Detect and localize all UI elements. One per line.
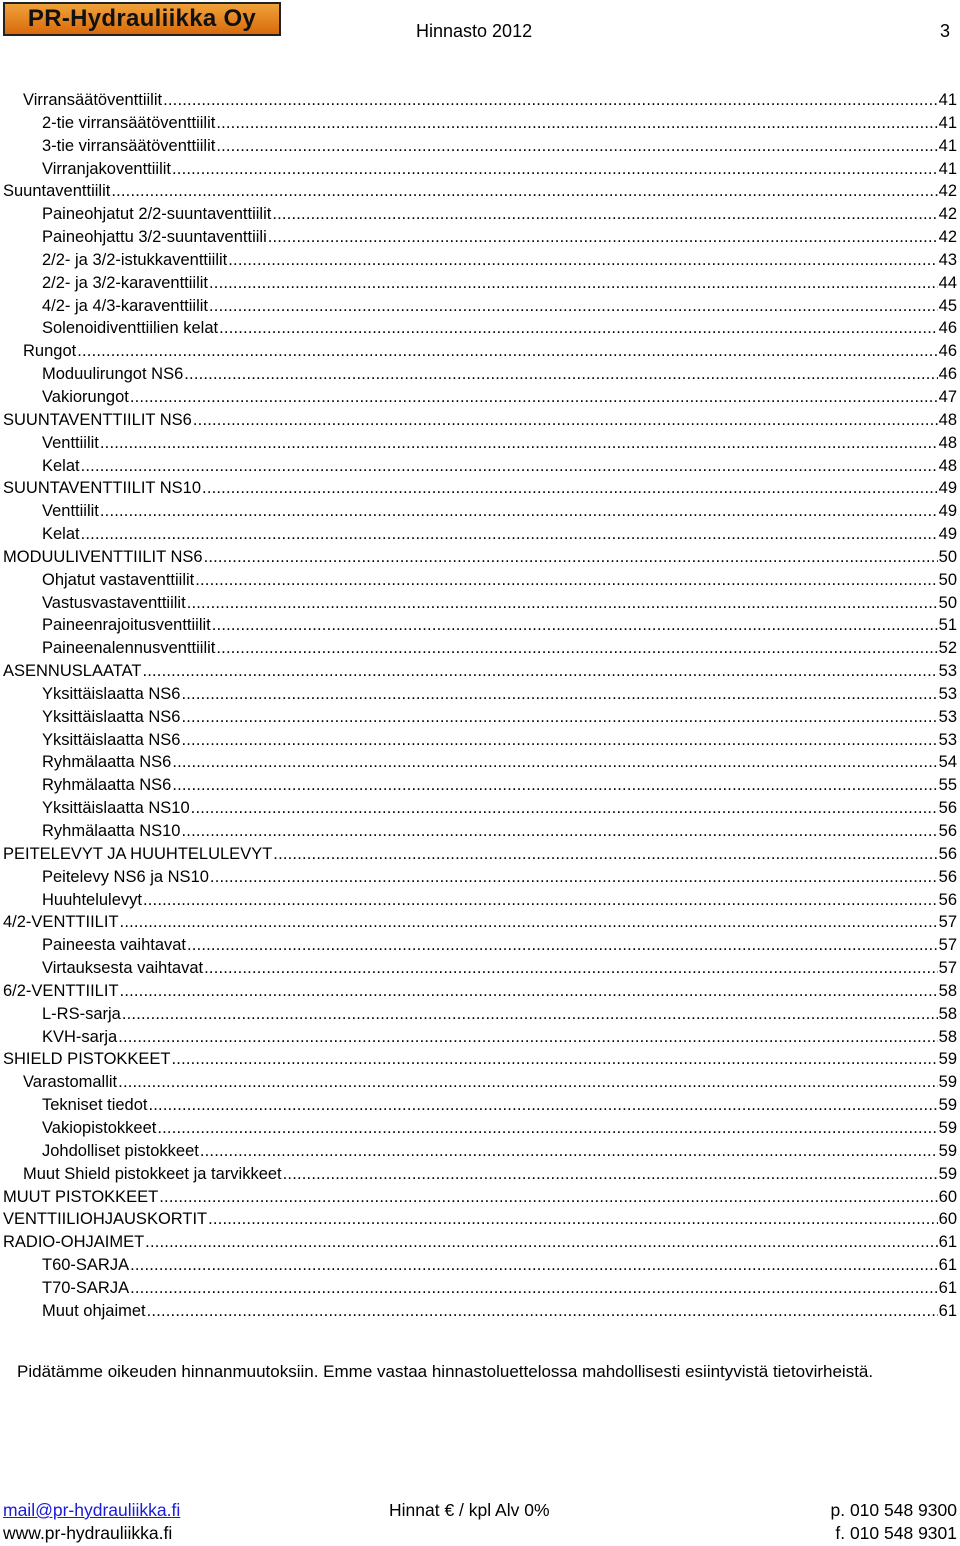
toc-entry[interactable] — [3, 911, 957, 934]
toc-entry[interactable] — [3, 1231, 957, 1254]
toc-dot-leader — [208, 1208, 938, 1231]
toc-entry-page: 58 — [938, 981, 957, 1000]
page-number: 3 — [939, 21, 950, 41]
toc-entry-title: Ryhmälaatta NS6 — [42, 753, 172, 772]
toc-entry-page: 56 — [938, 844, 957, 863]
toc-entry[interactable] — [3, 774, 957, 797]
toc-entry[interactable] — [3, 455, 957, 478]
toc-entry-title: ASENNUSLAATAT — [3, 662, 142, 681]
toc-dot-leader — [204, 957, 938, 980]
toc-entry[interactable] — [3, 614, 957, 637]
toc-dot-leader — [210, 866, 938, 889]
toc-entry-title: Paineesta vaihtavat — [42, 936, 187, 955]
toc-dot-leader — [130, 386, 938, 409]
toc-entry[interactable] — [3, 957, 957, 980]
toc-entry-title: L-RS-sarja — [42, 1004, 121, 1023]
toc-entry-page: 56 — [938, 867, 957, 886]
toc-entry-page: 55 — [938, 776, 957, 795]
toc-entry-title: SUUNTAVENTTIILIT NS6 — [3, 410, 192, 429]
toc-dot-leader — [202, 477, 938, 500]
toc-entry-page: 56 — [938, 890, 957, 909]
toc-entry-page: 61 — [938, 1256, 957, 1275]
toc-entry[interactable] — [3, 1140, 957, 1163]
toc-entry-title: PEITELEVYT JA HUUHTELULEVYT — [3, 844, 273, 863]
toc-entry-page: 56 — [938, 799, 957, 818]
toc-entry-title: 2-tie virransäätöventtiilit — [42, 113, 216, 132]
toc-entry[interactable] — [3, 89, 957, 112]
toc-entry[interactable] — [3, 409, 957, 432]
toc-entry-page: 41 — [938, 136, 957, 155]
toc-entry[interactable] — [3, 1277, 957, 1300]
toc-entry[interactable] — [3, 866, 957, 889]
toc-entry-title: Solenoidiventtiilien kelat — [42, 319, 219, 338]
toc-entry-page: 47 — [938, 387, 957, 406]
toc-entry-title: Venttiilit — [42, 433, 99, 452]
toc-entry-title: Varastomallit — [23, 1073, 118, 1092]
toc-dot-leader — [81, 523, 938, 546]
toc-entry-page: 53 — [938, 707, 957, 726]
toc-entry-title: Yksittäislaatta NS6 — [42, 707, 181, 726]
toc-entry-title: Peitelevy NS6 ja NS10 — [42, 867, 209, 886]
toc-entry-title: Ohjatut vastaventtiilit — [42, 570, 195, 589]
toc-entry-page: 57 — [938, 936, 957, 955]
toc-entry[interactable] — [3, 1003, 957, 1026]
toc-entry-page: 59 — [938, 1073, 957, 1092]
toc-dot-leader — [272, 203, 937, 226]
toc-entry[interactable] — [3, 363, 957, 386]
toc-entry-page: 41 — [938, 113, 957, 132]
toc-entry-page: 53 — [938, 684, 957, 703]
toc-entry-title: Yksittäislaatta NS6 — [42, 730, 181, 749]
toc-entry-page: 45 — [938, 296, 957, 315]
toc-entry[interactable] — [3, 1208, 957, 1231]
toc-entry[interactable] — [3, 1117, 957, 1140]
toc-entry-title: Yksittäislaatta NS6 — [42, 684, 181, 703]
logo-text: PR-Hydrauliikka Oy — [27, 5, 257, 32]
toc-dot-leader — [268, 226, 938, 249]
toc-entry[interactable] — [3, 180, 957, 203]
toc-entry-page: 61 — [938, 1278, 957, 1297]
toc-dot-leader — [120, 911, 938, 934]
toc-entry-title: Paineohjattu 3/2-suuntaventtiili — [42, 228, 267, 247]
toc-entry-page: 46 — [938, 319, 957, 338]
toc-entry-title: Paineenalennusventtiilit — [42, 639, 216, 658]
toc-entry-title: Rungot — [23, 342, 77, 361]
toc-entry-page: 56 — [938, 822, 957, 840]
toc-entry-page: 46 — [938, 365, 957, 384]
toc-entry[interactable] — [3, 660, 957, 683]
toc-entry-page: 61 — [938, 1233, 957, 1252]
company-logo — [3, 2, 281, 36]
toc-entry[interactable] — [3, 500, 957, 523]
toc-entry[interactable] — [3, 843, 957, 866]
toc-dot-leader — [181, 683, 937, 706]
toc-entry-page: 50 — [938, 547, 957, 566]
toc-entry-title: Suuntaventtiilit — [3, 182, 111, 201]
toc-entry-title: Vakiopistokkeet — [42, 1118, 157, 1137]
toc-entry-title: Vakiorungot — [42, 387, 129, 406]
toc-dot-leader — [81, 455, 938, 478]
toc-dot-leader — [172, 158, 938, 181]
toc-dot-leader — [157, 1117, 937, 1140]
toc-dot-leader — [216, 112, 937, 135]
toc-entry[interactable] — [3, 934, 957, 957]
toc-dot-leader — [209, 272, 938, 295]
toc-entry[interactable] — [3, 1300, 957, 1323]
toc-entry-title: RADIO-OHJAIMET — [3, 1233, 145, 1252]
toc-entry-title: SUUNTAVENTTIILIT NS10 — [3, 479, 202, 498]
toc-dot-leader — [143, 889, 938, 912]
toc-entry-title: Yksittäislaatta NS10 — [42, 799, 190, 818]
toc-entry-page: 59 — [938, 1050, 957, 1069]
toc-entry-title: MUUT PISTOKKEET — [3, 1187, 159, 1206]
toc-dot-leader — [130, 1277, 938, 1300]
toc-dot-leader — [120, 980, 938, 1003]
toc-dot-leader — [193, 409, 938, 432]
toc-dot-leader — [145, 1231, 937, 1254]
toc-dot-leader — [118, 1071, 937, 1094]
toc-dot-leader — [200, 1140, 938, 1163]
toc-entry[interactable] — [3, 1026, 957, 1049]
toc-entry-page: 58 — [938, 1027, 957, 1046]
toc-entry-title: MODUULIVENTTIILIT NS6 — [3, 547, 203, 566]
toc-entry[interactable] — [3, 729, 957, 752]
disclaimer-notice: Pidätämme oikeuden hinnanmuutoksiin. Emme vastaa hinnastoluettelossa mahdollisesti esiintyvistä tietovirheistä. — [17, 1362, 874, 1381]
toc-entry[interactable] — [3, 135, 957, 158]
toc-entry-title: SHIELD PISTOKKEET — [3, 1050, 171, 1069]
toc-entry-title: 4/2- ja 4/3-karaventtiilit — [42, 296, 208, 315]
toc-dot-leader — [181, 706, 937, 729]
toc-entry[interactable] — [3, 751, 957, 774]
website-text: www.pr-hydrauliikka.fi — [3, 1523, 173, 1543]
toc-entry-page: 49 — [938, 525, 957, 544]
toc-entry[interactable] — [3, 592, 957, 615]
toc-entry[interactable] — [3, 432, 957, 455]
toc-entry[interactable] — [3, 340, 957, 363]
toc-entry[interactable] — [3, 477, 957, 500]
toc-entry-title: 3-tie virransäätöventtiilit — [42, 136, 216, 155]
toc-entry-title: KVH-sarja — [42, 1027, 118, 1046]
toc-entry-title: Virransäätöventtiilit — [23, 91, 163, 109]
toc-dot-leader — [100, 500, 938, 523]
toc-entry-title: Huuhtelulevyt — [42, 890, 142, 909]
toc-entry-page: 59 — [938, 1118, 957, 1137]
toc-entry[interactable] — [3, 569, 957, 592]
toc-dot-leader — [172, 751, 937, 774]
toc-dot-leader — [142, 660, 937, 683]
fax-number: f. 010 548 9301 — [835, 1523, 957, 1543]
toc-entry[interactable] — [3, 706, 957, 729]
toc-dot-leader — [212, 614, 938, 637]
toc-entry[interactable] — [3, 889, 957, 912]
toc-entry-page: 53 — [938, 662, 957, 681]
toc-entry-title: Virranjakoventtiilit — [42, 159, 172, 178]
table-of-contents — [3, 89, 957, 1323]
toc-entry[interactable] — [3, 683, 957, 706]
toc-dot-leader — [187, 934, 938, 957]
toc-entry-page: 61 — [938, 1301, 957, 1320]
toc-entry-title: Kelat — [42, 525, 80, 544]
toc-entry[interactable] — [3, 317, 957, 340]
toc-entry[interactable] — [3, 1186, 957, 1209]
toc-entry[interactable] — [3, 249, 957, 272]
toc-entry-title: Muut ohjaimet — [42, 1301, 146, 1320]
toc-entry[interactable] — [3, 295, 957, 318]
toc-entry-page: 59 — [938, 1141, 957, 1160]
toc-dot-leader — [172, 774, 937, 797]
toc-dot-leader — [187, 592, 938, 615]
toc-dot-leader — [118, 1026, 937, 1049]
toc-entry-page: 48 — [938, 410, 957, 429]
toc-entry-page: 59 — [938, 1164, 957, 1183]
toc-entry-page: 42 — [938, 182, 957, 201]
toc-entry-title: 6/2-VENTTIILIT — [3, 981, 119, 1000]
toc-dot-leader — [77, 340, 937, 363]
toc-dot-leader — [100, 432, 938, 455]
toc-entry-page: 53 — [938, 730, 957, 749]
toc-entry[interactable] — [3, 226, 957, 249]
toc-entry-title: 2/2- ja 3/2-istukkaventtiilit — [42, 250, 228, 269]
toc-entry[interactable] — [3, 546, 957, 569]
toc-entry-title: Kelat — [42, 456, 80, 475]
toc-entry-title: Johdolliset pistokkeet — [42, 1141, 199, 1160]
toc-dot-leader — [181, 729, 937, 752]
toc-dot-leader — [216, 135, 937, 158]
toc-entry[interactable] — [3, 637, 957, 660]
toc-dot-leader — [204, 546, 938, 569]
toc-entry-page: 54 — [938, 753, 957, 772]
toc-dot-leader — [163, 89, 938, 112]
toc-dot-leader — [191, 797, 938, 820]
toc-entry-title: Ryhmälaatta NS10 — [42, 822, 181, 840]
toc-entry-page: 42 — [938, 228, 957, 247]
toc-entry[interactable] — [3, 386, 957, 409]
toc-entry[interactable] — [3, 158, 957, 181]
toc-entry-page: 48 — [938, 433, 957, 452]
toc-entry-title: Tekniset tiedot — [42, 1096, 148, 1115]
toc-entry-page: 58 — [938, 1004, 957, 1023]
toc-entry-page: 57 — [938, 913, 957, 932]
toc-entry-title: Vastusvastaventtiilit — [42, 593, 186, 612]
toc-entry-page: 57 — [938, 959, 957, 978]
toc-dot-leader — [228, 249, 937, 272]
toc-entry-page: 59 — [938, 1096, 957, 1115]
toc-dot-leader — [111, 180, 937, 203]
toc-entry-title: Ryhmälaatta NS6 — [42, 776, 172, 795]
toc-dot-leader — [184, 363, 937, 386]
price-note: Hinnat € / kpl Alv 0% — [389, 1500, 550, 1520]
toc-dot-leader — [209, 295, 938, 318]
toc-entry[interactable] — [3, 797, 957, 820]
toc-entry[interactable] — [3, 980, 957, 1003]
toc-entry[interactable] — [3, 272, 957, 295]
toc-entry-page: 50 — [938, 570, 957, 589]
toc-entry[interactable] — [3, 820, 957, 843]
toc-entry-page: 60 — [938, 1210, 957, 1229]
toc-entry[interactable] — [3, 1071, 957, 1094]
toc-entry-title: 2/2- ja 3/2-karaventtiilit — [42, 273, 208, 292]
toc-dot-leader — [273, 843, 937, 866]
toc-entry-page: 51 — [938, 616, 957, 635]
toc-entry-title: Venttiilit — [42, 502, 99, 521]
document-title: Hinnasto 2012 — [416, 21, 533, 41]
toc-entry-page: 46 — [938, 342, 957, 361]
toc-entry[interactable] — [3, 112, 957, 135]
toc-entry-page: 41 — [938, 159, 957, 178]
toc-dot-leader — [195, 569, 937, 592]
toc-entry[interactable] — [3, 1163, 957, 1186]
toc-entry-title: Paineohjatut 2/2-suuntaventtiilit — [42, 205, 272, 224]
toc-entry-title: T70-SARJA — [42, 1278, 130, 1297]
toc-dot-leader — [130, 1254, 938, 1277]
toc-dot-leader — [122, 1003, 938, 1026]
toc-entry[interactable] — [3, 1254, 957, 1277]
toc-dot-leader — [216, 637, 937, 660]
toc-entry[interactable] — [3, 1048, 957, 1071]
toc-dot-leader — [182, 820, 938, 843]
toc-entry-page: 44 — [938, 273, 957, 292]
toc-dot-leader — [219, 317, 938, 340]
toc-dot-leader — [172, 1048, 938, 1071]
email-link[interactable]: mail@pr-hydrauliikka.fi — [3, 1500, 181, 1520]
toc-entry-title: Moduulirungot NS6 — [42, 365, 184, 384]
toc-entry-title: Paineenrajoitusventtiilit — [42, 616, 211, 635]
toc-entry-title: Muut Shield pistokkeet ja tarvikkeet — [23, 1164, 282, 1183]
toc-entry-page: 49 — [938, 502, 957, 521]
toc-entry[interactable] — [3, 1094, 957, 1117]
toc-entry-title: 4/2-VENTTIILIT — [3, 913, 119, 932]
toc-entry-page: 50 — [938, 593, 957, 612]
toc-entry-title: T60-SARJA — [42, 1256, 130, 1275]
toc-entry[interactable] — [3, 203, 957, 226]
toc-entry-page: 41 — [938, 91, 957, 109]
toc-dot-leader — [159, 1186, 937, 1209]
toc-entry-title: Virtauksesta vaihtavat — [42, 959, 204, 978]
toc-entry-page: 52 — [938, 639, 957, 658]
toc-entry-page: 60 — [938, 1187, 957, 1206]
toc-entry-page: 49 — [938, 479, 957, 498]
toc-entry-page: 42 — [938, 205, 957, 224]
toc-entry-page: 48 — [938, 456, 957, 475]
toc-entry-page: 43 — [938, 250, 957, 269]
toc-dot-leader — [148, 1094, 937, 1117]
toc-entry[interactable] — [3, 523, 957, 546]
toc-entry-title: VENTTIILIOHJAUSKORTIT — [3, 1210, 208, 1229]
toc-dot-leader — [283, 1163, 938, 1186]
toc-dot-leader — [147, 1300, 938, 1323]
phone-number: p. 010 548 9300 — [830, 1500, 957, 1520]
